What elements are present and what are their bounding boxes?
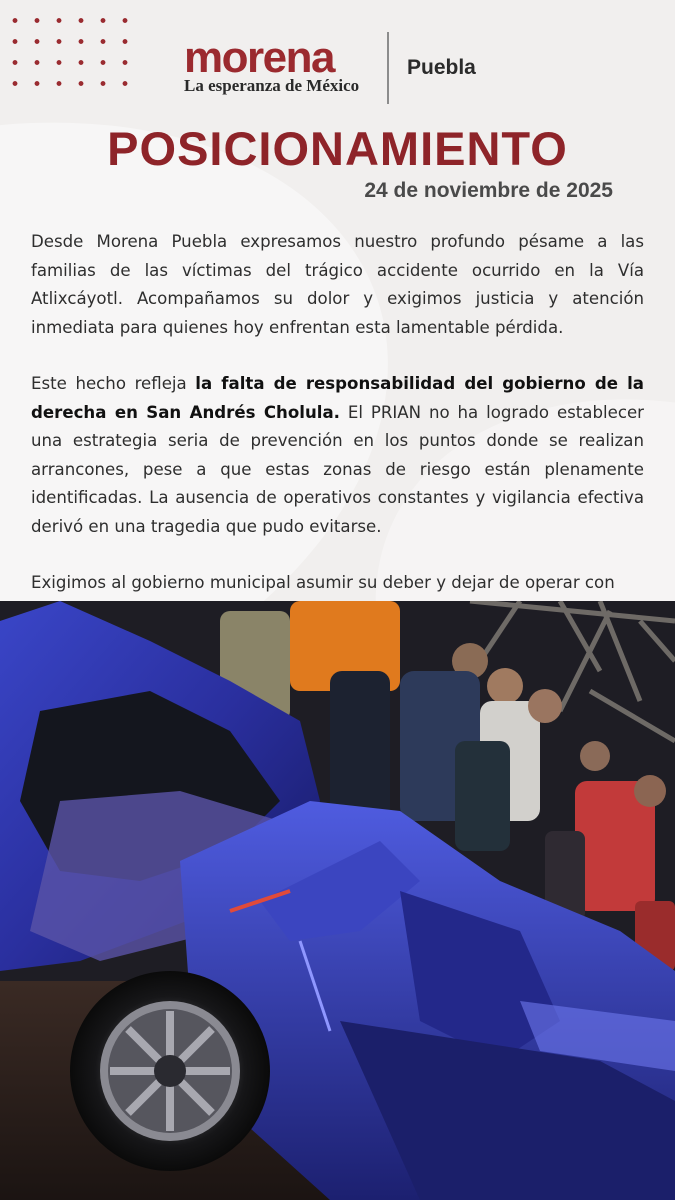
logo-tagline: La esperanza de México (184, 76, 360, 95)
logo-header (184, 33, 504, 106)
paragraph-2 (31, 370, 644, 541)
logo-state: Puebla (407, 56, 476, 79)
statement-body (31, 228, 644, 626)
date: 24 de noviembre de 2025 (364, 179, 613, 202)
accident-photo-illustration (0, 601, 675, 1200)
logo-wordmark: morena (184, 33, 334, 82)
page-title: POSICIONAMIENTO (107, 122, 568, 175)
paragraph-2-bold: la falta de responsabilidad del gobierno de la derecha en San Andrés Cholula. (31, 374, 645, 422)
paragraph-2-rest: El PRIAN no ha logrado establecer una estrategia seria de prevención en los puntos donde se realizan arrancones, pese a que estas zonas de riesgo están plenamente identificadas. La ausencia de operativos constantes y vigilancia efectiva derivó en una tragedia que pudo evitarse. (31, 402, 644, 536)
dot-grid-icon (4, 10, 144, 98)
accident-photo (0, 601, 675, 1200)
logo-divider (387, 32, 389, 104)
paragraph-1: Desde Morena Puebla expresamos nuestro profundo pésame a las familias de las víctimas del trágico accidente ocurrido en la Vía Atlixcáyotl. Acompañamos su dolor y exigimos justicia y atención inmediata para quienes hoy enfrentan esta lamentable pérdida. (31, 232, 644, 337)
paragraph-3: Exigimos al gobierno municipal asumir su deber y dejar de operar con (31, 573, 615, 592)
paragraph-2-intro: Este hecho refleja (31, 374, 196, 393)
